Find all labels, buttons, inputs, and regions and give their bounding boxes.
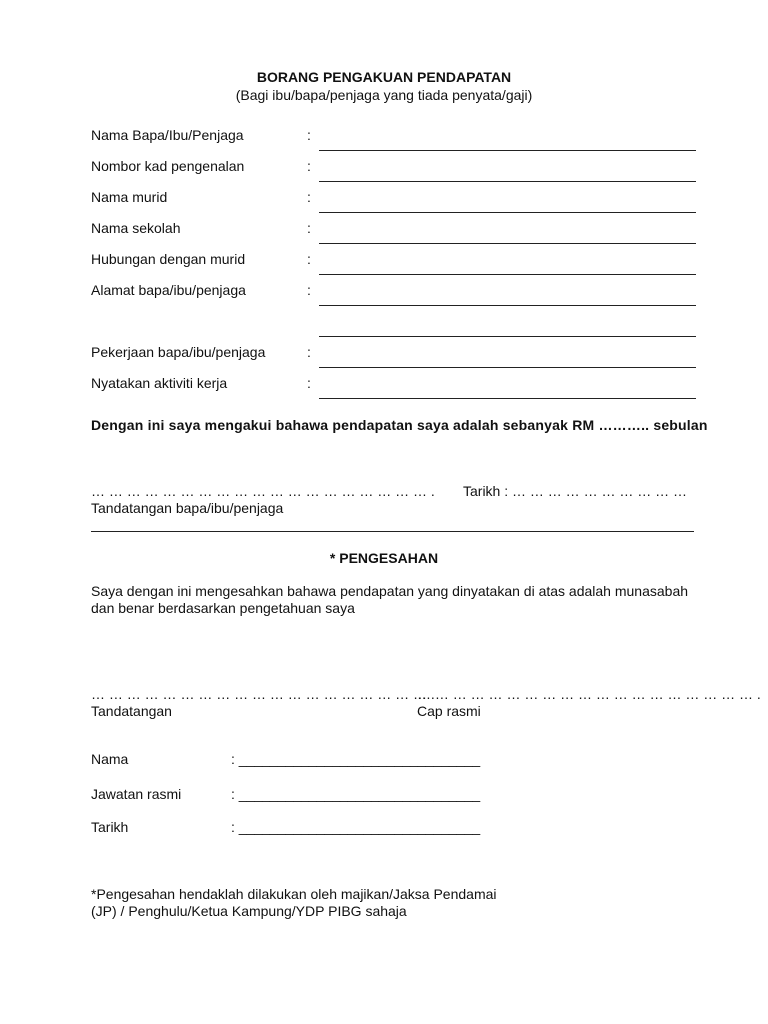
work-activity-line[interactable] (319, 398, 696, 399)
parent-signature-label: Tandatangan bapa/ibu/penjaga (91, 500, 284, 516)
field-colon: : (307, 282, 311, 298)
field-label-ic-number: Nombor kad pengenalan (91, 158, 245, 174)
field-label-relationship: Hubungan dengan murid (91, 251, 246, 267)
relationship-line[interactable] (319, 274, 696, 275)
field-label-school-name: Nama sekolah (91, 220, 181, 236)
field-colon: : (307, 189, 311, 205)
field-label-occupation: Pekerjaan bapa/ibu/penjaga (91, 344, 266, 360)
field-label-parent-name: Nama Bapa/Ibu/Penjaga (91, 127, 244, 143)
field-colon: : (307, 127, 311, 143)
official-stamp-label: Cap rasmi (417, 703, 481, 719)
endorser-name-line[interactable]: : _______________________________ (231, 751, 481, 767)
ic-number-line[interactable] (319, 181, 696, 182)
field-label-student-name: Nama murid (91, 189, 168, 205)
address-line-1[interactable] (319, 305, 696, 306)
address-line-2[interactable] (319, 336, 696, 337)
endorser-signature-label: Tandatangan (91, 703, 172, 719)
field-colon: : (307, 375, 311, 391)
endorser-date-line[interactable]: : _______________________________ (231, 819, 481, 835)
occupation-line[interactable] (319, 367, 696, 368)
section-divider (91, 531, 694, 532)
endorsement-statement: Saya dengan ini mengesahkan bahawa pendapatan yang dinyatakan di atas adalah munasabah dan benar berdasarkan pengetahuan saya (91, 583, 689, 616)
income-declaration: Dengan ini saya mengakui bahawa pendapatan saya adalah sebanyak RM ……….. sebulan (91, 417, 708, 433)
field-label-work-activity: Nyatakan aktiviti kerja (91, 375, 228, 391)
endorser-signature-dots[interactable]: … … … … … … … … … … … … … … … … … … … . (91, 686, 435, 702)
form-subtitle: (Bagi ibu/bapa/penjaga yang tiada penyata/gaji) (235, 87, 533, 103)
endorsement-heading: * PENGESAHAN (329, 550, 439, 566)
parent-date-field[interactable]: Tarikh : … … … … … … … … … … (463, 483, 688, 499)
field-colon: : (307, 158, 311, 174)
field-colon: : (307, 251, 311, 267)
endorser-name-label: Nama (91, 751, 129, 767)
field-label-address: Alamat bapa/ibu/penjaga (91, 282, 246, 298)
field-colon: : (307, 344, 311, 360)
official-stamp-dots[interactable]: … … … … … … … … … … … … … … … … … … … . (417, 686, 761, 702)
student-name-line[interactable] (319, 212, 696, 213)
field-colon: : (307, 220, 311, 236)
endorser-position-line[interactable]: : _______________________________ (231, 786, 481, 802)
parent-signature-dots[interactable]: … … … … … … … … … … … … … … … … … … … . (91, 483, 435, 499)
endorser-date-label: Tarikh (91, 819, 129, 835)
school-name-line[interactable] (319, 243, 696, 244)
footnote-line-1: *Pengesahan hendaklah dilakukan oleh majikan/Jaksa Pendamai (91, 886, 497, 902)
form-title: BORANG PENGAKUAN PENDAPATAN (256, 69, 512, 85)
footnote-line-2: (JP) / Penghulu/Ketua Kampung/YDP PIBG sahaja (91, 903, 407, 919)
endorser-position-label: Jawatan rasmi (91, 786, 182, 802)
parent-name-line[interactable] (319, 150, 696, 151)
